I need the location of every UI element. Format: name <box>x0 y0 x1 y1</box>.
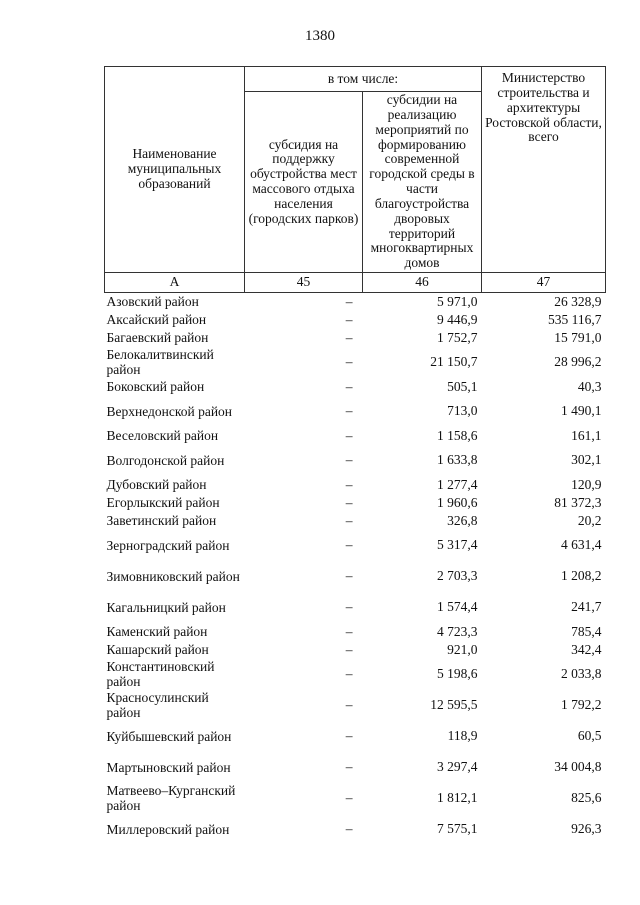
row-name: Белокалитвинский район <box>106 347 214 377</box>
row-value-45: – <box>345 452 353 468</box>
row-value-46: 12 595,5 <box>430 697 478 713</box>
row-value-47: 785,4 <box>571 623 602 639</box>
table-row <box>105 293 606 312</box>
row-value-47: 28 996,2 <box>554 354 602 370</box>
row-value-46: 326,8 <box>447 512 478 528</box>
row-value-47: 34 004,8 <box>554 759 602 775</box>
row-name: Егорлыкский район <box>106 495 220 511</box>
table-row <box>105 641 606 659</box>
row-value-45: – <box>345 568 353 584</box>
row-value-46: 921,0 <box>447 641 478 657</box>
row-value-46: 5 198,6 <box>437 666 478 682</box>
row-value-47: 1 792,2 <box>561 697 602 713</box>
row-value-45: – <box>345 537 353 553</box>
row-value-46: 1 752,7 <box>437 329 478 345</box>
row-value-46: 1 277,4 <box>437 476 478 492</box>
table-header <box>105 67 606 293</box>
row-value-46: 1 574,4 <box>437 599 478 615</box>
row-value-46: 21 150,7 <box>430 354 478 370</box>
row-value-46: 1 158,6 <box>437 427 478 443</box>
row-value-47: 15 791,0 <box>554 329 602 345</box>
row-value-45: – <box>345 403 353 419</box>
row-value-46: 118,9 <box>447 728 478 744</box>
row-name: Зерноградский район <box>106 537 230 553</box>
table-row <box>105 494 606 512</box>
header-group-including: в том числе: <box>245 67 482 92</box>
row-name: Кашарский район <box>106 642 209 658</box>
table-row <box>105 592 606 623</box>
row-value-47: 241,7 <box>571 599 602 615</box>
column-number-46: 46 <box>363 273 482 293</box>
row-value-47: 1 490,1 <box>561 403 602 419</box>
row-value-46: 7 575,1 <box>437 821 478 837</box>
row-value-45: – <box>345 476 353 492</box>
header-name-column: Наименование муниципальных образований <box>105 67 245 273</box>
row-value-46: 713,0 <box>447 403 478 419</box>
table-row <box>105 752 606 783</box>
row-value-47: 4 631,4 <box>561 537 602 553</box>
table-row <box>105 814 606 845</box>
table-row <box>105 783 606 814</box>
row-name: Верхнедонской район <box>106 403 233 419</box>
row-value-47: 120,9 <box>571 476 602 492</box>
row-name: Боковский район <box>106 379 205 395</box>
table-row <box>105 530 606 561</box>
header-subsidy-parks: субсидия на поддержку обустройства мест массового отдыха населения (городских парков) <box>245 92 363 273</box>
row-value-45: – <box>345 378 353 394</box>
row-value-46: 9 446,9 <box>437 311 478 327</box>
column-numbers-row <box>105 273 606 293</box>
row-value-46: 1 633,8 <box>437 452 478 468</box>
row-value-47: 342,4 <box>571 641 602 657</box>
row-value-45: – <box>345 821 353 837</box>
row-name: Матвеево–Курганский район <box>106 783 236 813</box>
table-row <box>105 623 606 641</box>
column-number-45: 45 <box>245 273 363 293</box>
table-row <box>105 311 606 329</box>
row-value-47: 825,6 <box>571 790 602 806</box>
row-value-47: 161,1 <box>571 427 602 443</box>
row-value-47: 2 033,8 <box>561 666 602 682</box>
row-name: Дубовский район <box>106 477 207 493</box>
header-subsidy-urban-environment: субсидии на реализацию мероприятий по формированию современной городской среды в части благоустройства дворовых территорий многоквартирных домов <box>363 92 482 273</box>
column-number-47: 47 <box>482 273 606 293</box>
table-row <box>105 690 606 721</box>
table-row <box>105 396 606 427</box>
table-row <box>105 445 606 476</box>
row-value-46: 5 317,4 <box>437 537 478 553</box>
table-row <box>105 427 606 445</box>
table-row <box>105 561 606 592</box>
table-row <box>105 476 606 494</box>
row-value-45: – <box>345 666 353 682</box>
row-value-45: – <box>345 641 353 657</box>
row-value-45: – <box>345 311 353 327</box>
row-value-46: 1 812,1 <box>437 790 478 806</box>
row-value-45: – <box>345 728 353 744</box>
row-value-46: 505,1 <box>447 378 478 394</box>
row-name: Волгодонской район <box>106 452 225 468</box>
row-name: Кагальницкий район <box>106 599 226 615</box>
table-body <box>105 293 606 846</box>
header-ministry-total: Министерство строительства и архитектуры Ростовской области, всего <box>482 67 606 273</box>
column-number-a: А <box>105 273 245 293</box>
row-value-47: 20,2 <box>577 512 602 528</box>
row-value-45: – <box>345 329 353 345</box>
row-name: Азовский район <box>106 294 199 310</box>
row-value-45: – <box>345 512 353 528</box>
row-value-47: 535 116,7 <box>548 311 602 327</box>
row-value-46: 3 297,4 <box>437 759 478 775</box>
row-value-47: 926,3 <box>571 821 602 837</box>
row-value-45: – <box>345 599 353 615</box>
row-value-47: 302,1 <box>571 452 602 468</box>
row-name: Миллеровский район <box>106 821 230 837</box>
row-value-46: 2 703,3 <box>437 568 478 584</box>
table-row <box>105 378 606 396</box>
table-row <box>105 512 606 530</box>
table-row <box>105 329 606 347</box>
row-value-45: – <box>345 354 353 370</box>
row-value-47: 1 208,2 <box>561 568 602 584</box>
row-value-45: – <box>345 790 353 806</box>
row-value-45: – <box>345 697 353 713</box>
row-name: Веселовский район <box>106 428 219 444</box>
row-name: Каменский район <box>106 624 208 640</box>
row-value-47: 60,5 <box>577 728 602 744</box>
row-value-45: – <box>345 494 353 510</box>
row-value-45: – <box>345 293 353 309</box>
row-value-47: 40,3 <box>577 378 602 394</box>
row-name: Куйбышевский район <box>106 728 232 744</box>
table-row <box>105 347 606 378</box>
row-value-45: – <box>345 623 353 639</box>
row-value-47: 26 328,9 <box>554 293 602 309</box>
row-name: Аксайский район <box>106 312 207 328</box>
row-name: Константиновский район <box>106 659 215 689</box>
row-value-45: – <box>345 759 353 775</box>
page-number: 1380 <box>305 28 335 44</box>
row-name: Заветинский район <box>106 513 217 529</box>
table-row <box>105 659 606 690</box>
row-name: Красносулинский район <box>106 690 209 720</box>
row-value-47: 81 372,3 <box>554 494 602 510</box>
table-row <box>105 721 606 752</box>
row-name: Зимовниковский район <box>106 568 240 584</box>
row-value-46: 1 960,6 <box>437 494 478 510</box>
row-name: Мартыновский район <box>106 759 231 775</box>
row-value-45: – <box>345 427 353 443</box>
row-value-46: 4 723,3 <box>437 623 478 639</box>
budget-table <box>104 66 606 845</box>
row-value-46: 5 971,0 <box>437 293 478 309</box>
row-name: Багаевский район <box>106 330 209 346</box>
